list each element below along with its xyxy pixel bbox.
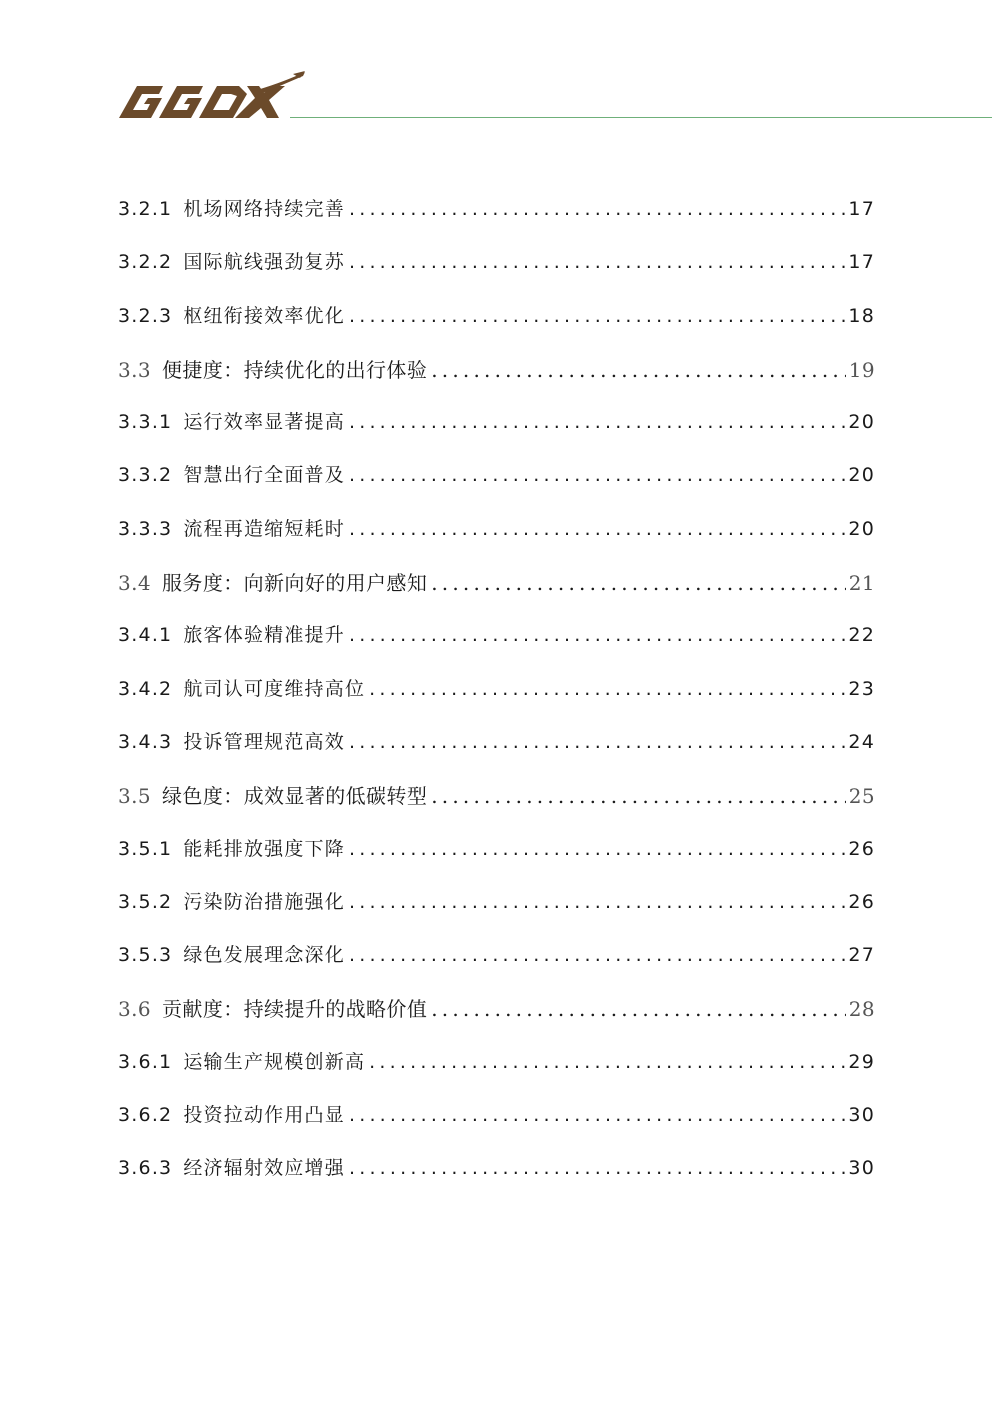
- toc-entry-number: 3.3.3: [118, 517, 173, 540]
- toc-entry-number: 3.4.1: [118, 624, 173, 647]
- toc-entry-title: 智慧出行全面普及: [183, 464, 345, 487]
- toc-entry-page-number: 28: [848, 997, 875, 1022]
- toc-entry-dot-leader: [369, 678, 845, 700]
- table-of-contents: [118, 194, 875, 1207]
- toc-entry-dot-leader: [349, 305, 845, 327]
- toc-entry-title: 经济辐射效应增强: [183, 1157, 345, 1180]
- toc-entry-title: 污染防治措施强化: [183, 890, 345, 913]
- toc-entry[interactable]: [118, 674, 875, 727]
- toc-entry-page-number: 22: [848, 624, 875, 647]
- toc-entry-dot-leader: [431, 784, 846, 808]
- toc-entry-page-number: 21: [848, 571, 875, 596]
- toc-entry-title: 绿色发展理念深化: [183, 944, 345, 967]
- toc-entry-page-number: 26: [848, 890, 875, 913]
- toc-entry-title: 服务度：向新向好的用户感知: [162, 571, 428, 596]
- ggdx-logo-icon: [117, 70, 307, 122]
- toc-entry-number: 3.6.3: [118, 1157, 173, 1180]
- toc-entry-page-number: 30: [848, 1104, 875, 1127]
- toc-entry-number: 3.4.3: [118, 730, 173, 753]
- toc-entry[interactable]: [118, 940, 875, 993]
- toc-entry-dot-leader: [349, 944, 845, 966]
- toc-entry-dot-leader: [349, 1104, 845, 1126]
- toc-entry-dot-leader: [349, 411, 845, 433]
- toc-entry-title: 旅客体验精准提升: [183, 624, 345, 647]
- toc-entry[interactable]: [118, 194, 875, 247]
- toc-entry-number: 3.2.3: [118, 304, 173, 327]
- toc-entry-title: 流程再造缩短耗时: [183, 517, 345, 540]
- toc-entry-number: 3.5.2: [118, 890, 173, 913]
- toc-entry-page-number: 20: [848, 517, 875, 540]
- toc-entry-title: 运输生产规模创新高: [183, 1050, 366, 1073]
- toc-entry[interactable]: [118, 780, 875, 833]
- toc-entry-dot-leader: [349, 198, 845, 220]
- toc-entry-page-number: 24: [848, 730, 875, 753]
- toc-entry-page-number: 18: [848, 304, 875, 327]
- toc-entry[interactable]: [118, 301, 875, 354]
- toc-entry[interactable]: [118, 727, 875, 780]
- toc-entry-title: 便捷度：持续优化的出行体验: [162, 357, 428, 382]
- toc-entry-number: 3.4: [118, 571, 152, 596]
- toc-entry[interactable]: [118, 1100, 875, 1153]
- toc-entry[interactable]: [118, 567, 875, 620]
- toc-entry-number: 3.3.2: [118, 464, 173, 487]
- toc-entry-page-number: 26: [848, 837, 875, 860]
- toc-entry-dot-leader: [349, 624, 845, 646]
- toc-entry-title: 国际航线强劲复苏: [183, 251, 345, 274]
- toc-entry[interactable]: [118, 887, 875, 940]
- toc-entry-dot-leader: [349, 1157, 845, 1179]
- toc-entry-number: 3.4.2: [118, 677, 173, 700]
- toc-entry-dot-leader: [369, 1051, 845, 1073]
- toc-entry[interactable]: [118, 1047, 875, 1100]
- toc-entry[interactable]: [118, 460, 875, 513]
- toc-entry-dot-leader: [431, 997, 846, 1021]
- toc-entry-dot-leader: [349, 251, 845, 273]
- toc-entry-title: 投诉管理规范高效: [183, 730, 345, 753]
- toc-entry-title: 投资拉动作用凸显: [183, 1104, 345, 1127]
- toc-entry-number: 3.6: [118, 997, 152, 1022]
- toc-entry-number: 3.5.1: [118, 837, 173, 860]
- toc-entry-dot-leader: [349, 464, 845, 486]
- toc-entry-page-number: 20: [848, 464, 875, 487]
- header-divider: [290, 117, 992, 118]
- toc-entry-dot-leader: [349, 891, 845, 913]
- toc-entry-dot-leader: [349, 731, 845, 753]
- toc-entry-title: 机场网络持续完善: [183, 198, 345, 220]
- toc-entry-number: 3.5.3: [118, 944, 173, 967]
- toc-entry-title: 航司认可度维持高位: [183, 677, 366, 700]
- toc-entry-number: 3.2.1: [118, 198, 173, 220]
- toc-entry-dot-leader: [431, 358, 846, 382]
- toc-entry-page-number: 25: [848, 784, 875, 809]
- toc-entry-number: 3.6.1: [118, 1050, 173, 1073]
- toc-entry-page-number: 27: [848, 944, 875, 967]
- toc-entry-number: 3.5: [118, 784, 152, 809]
- toc-entry-page-number: 17: [848, 251, 875, 274]
- toc-entry-dot-leader: [431, 571, 846, 595]
- toc-entry-page-number: 30: [848, 1157, 875, 1180]
- toc-entry-title: 运行效率显著提高: [183, 411, 345, 434]
- toc-entry-page-number: 19: [848, 357, 875, 382]
- toc-entry-page-number: 20: [848, 411, 875, 434]
- toc-entry-dot-leader: [349, 518, 845, 540]
- toc-entry[interactable]: [118, 247, 875, 300]
- toc-entry[interactable]: [118, 993, 875, 1046]
- toc-entry[interactable]: [118, 407, 875, 460]
- toc-entry-title: 贡献度：持续提升的战略价值: [162, 997, 428, 1022]
- toc-entry-page-number: 17: [848, 198, 875, 220]
- toc-entry-number: 3.3: [118, 357, 152, 382]
- toc-entry[interactable]: [118, 620, 875, 673]
- toc-entry[interactable]: [118, 354, 875, 407]
- toc-entry-number: 3.3.1: [118, 411, 173, 434]
- toc-entry[interactable]: [118, 1153, 875, 1206]
- toc-entry-title: 绿色度：成效显著的低碳转型: [162, 784, 428, 809]
- toc-entry[interactable]: [118, 834, 875, 887]
- toc-entry-page-number: 29: [848, 1050, 875, 1073]
- toc-entry-page-number: 23: [848, 677, 875, 700]
- toc-entry[interactable]: [118, 514, 875, 567]
- toc-entry-number: 3.2.2: [118, 251, 173, 274]
- page-header: [0, 0, 992, 130]
- toc-entry-dot-leader: [349, 838, 845, 860]
- toc-entry-number: 3.6.2: [118, 1104, 173, 1127]
- toc-entry-title: 枢纽衔接效率优化: [183, 304, 345, 327]
- toc-entry-title: 能耗排放强度下降: [183, 837, 345, 860]
